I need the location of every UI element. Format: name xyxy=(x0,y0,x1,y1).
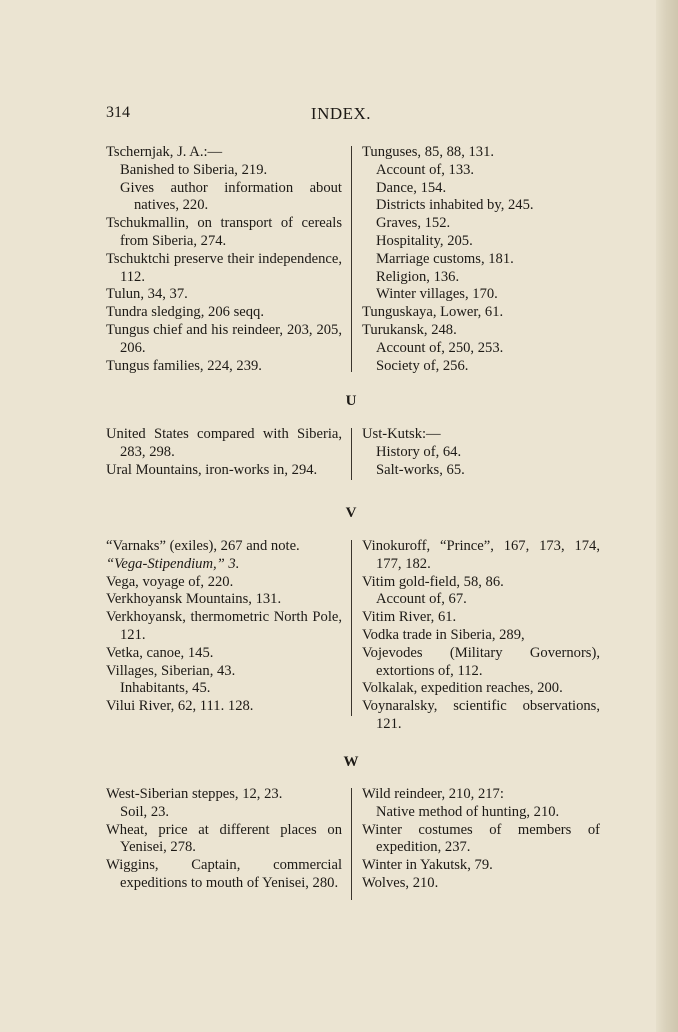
index-subentry: Religion, 136. xyxy=(376,268,460,285)
index-subentry: Salt-works, 65. xyxy=(376,461,465,478)
index-subentry: Native method of hunting, 210. xyxy=(376,803,560,820)
index-column-left xyxy=(106,144,342,375)
entry-text: “Varnaks” (exiles), 267 and note. xyxy=(106,538,300,554)
index-entry: Verkhoyansk, thermometric North Pole, 121. xyxy=(106,609,342,643)
index-entry: United States compared with Siberia, 283, 298. xyxy=(106,426,342,460)
section-letter-w: W xyxy=(343,754,359,770)
index-entry: Turukansk, 248. xyxy=(362,321,457,338)
index-entry: Vodka trade in Siberia, 289, xyxy=(362,626,525,643)
index-entry: Tungus families, 224, 239. xyxy=(106,357,262,374)
index-entry: Ural Mountains, iron-works in, 294. xyxy=(106,461,318,478)
index-entry: Ust-Kutsk:— xyxy=(362,426,441,442)
index-entry: Tunguses, 85, 88, 131. xyxy=(362,144,495,160)
column-divider xyxy=(351,540,352,716)
index-subentry: Dance, 154. xyxy=(376,179,447,196)
index-subentry: Account of, 133. xyxy=(376,161,475,178)
index-entry: Winter costumes of members of expedition, 237. xyxy=(362,821,600,856)
page-edge-shadow xyxy=(656,0,678,1032)
index-column-right xyxy=(362,786,600,893)
index-entry: Vitim gold-field, 58, 86. xyxy=(362,573,504,590)
index-subentry: Banished to Siberia, 219. xyxy=(120,161,268,178)
index-subentry: Districts inhabited by, 245. xyxy=(376,197,534,214)
index-subentry: Gives author information about natives, 220. xyxy=(120,179,342,214)
index-subentry: Account of, 250, 253. xyxy=(376,339,504,356)
index-column-left xyxy=(106,786,342,893)
index-column-left xyxy=(106,538,342,716)
index-entry: Vojevodes (Military Governors), extortions of, 112. xyxy=(362,644,600,679)
index-subentry: Soil, 23. xyxy=(120,803,170,820)
index-entry: Vinokuroff, “Prince”, 167, 173, 174, 177, 182. xyxy=(362,538,600,572)
index-entry: Winter in Yakutsk, 79. xyxy=(362,857,493,874)
column-divider xyxy=(351,788,352,900)
index-entry: West-Siberian steppes, 12, 23. xyxy=(106,786,283,802)
section-letter-u: U xyxy=(345,393,357,409)
index-entry: Vitim River, 61. xyxy=(362,609,457,626)
index-entry: Tulun, 34, 37. xyxy=(106,286,188,303)
index-column-left xyxy=(106,426,342,479)
index-entry: Volkalak, expedition reaches, 200. xyxy=(362,680,563,697)
index-entry: Voynaralsky, scientific observations, 121. xyxy=(362,698,600,732)
index-entry xyxy=(106,538,342,556)
index-column-right xyxy=(362,426,600,479)
index-entry: Tundra sledging, 206 seqq. xyxy=(106,304,264,321)
index-entry: Vega, voyage of, 220. xyxy=(106,573,234,590)
index-column-right xyxy=(362,144,600,375)
index-entry: Tschukmallin, on transport of cereals from Siberia, 274. xyxy=(106,215,342,249)
index-subentry: Marriage customs, 181. xyxy=(376,250,514,267)
index-entry: Tschuktchi preserve their independence, 112. xyxy=(106,250,342,285)
index-entry: Wolves, 210. xyxy=(362,874,439,891)
index-column-right xyxy=(362,538,600,734)
section-letter-v: V xyxy=(345,505,357,521)
page-number: 314 xyxy=(106,104,130,121)
index-entry: Tschernjak, J. A.:— xyxy=(106,144,223,160)
page-header xyxy=(106,104,576,128)
index-entry: Vilui River, 62, 111. 128. xyxy=(106,698,254,715)
entry-text: “Vega-Stipendium,” 3. xyxy=(106,555,240,572)
index-subentry: Inhabitants, 45. xyxy=(120,680,211,697)
index-subentry: Account of, 67. xyxy=(376,591,467,608)
index-subentry: Winter villages, 170. xyxy=(376,286,498,303)
index-entry: Tungus chief and his reindeer, 203, 205, 206. xyxy=(106,321,342,356)
index-entry: Wild reindeer, 210, 217: xyxy=(362,786,504,802)
index-entry: Vetka, canoe, 145. xyxy=(106,644,214,661)
running-title: INDEX. xyxy=(310,104,372,123)
index-entry: Villages, Siberian, 43. xyxy=(106,662,236,679)
index-entry: Tunguskaya, Lower, 61. xyxy=(362,304,504,321)
column-divider xyxy=(351,146,352,372)
index-entry xyxy=(106,556,342,574)
index-subentry: Society of, 256. xyxy=(376,357,469,374)
index-entry: Verkhoyansk Mountains, 131. xyxy=(106,591,282,608)
index-entry: Wiggins, Captain, commercial expeditions to mouth of Yenisei, 280. xyxy=(106,857,342,891)
column-divider xyxy=(351,428,352,480)
index-subentry: Hospitality, 205. xyxy=(376,232,473,249)
index-subentry: History of, 64. xyxy=(376,443,462,460)
index-subentry: Graves, 152. xyxy=(376,215,451,232)
index-entry: Wheat, price at different places on Yenisei, 278. xyxy=(106,821,342,856)
